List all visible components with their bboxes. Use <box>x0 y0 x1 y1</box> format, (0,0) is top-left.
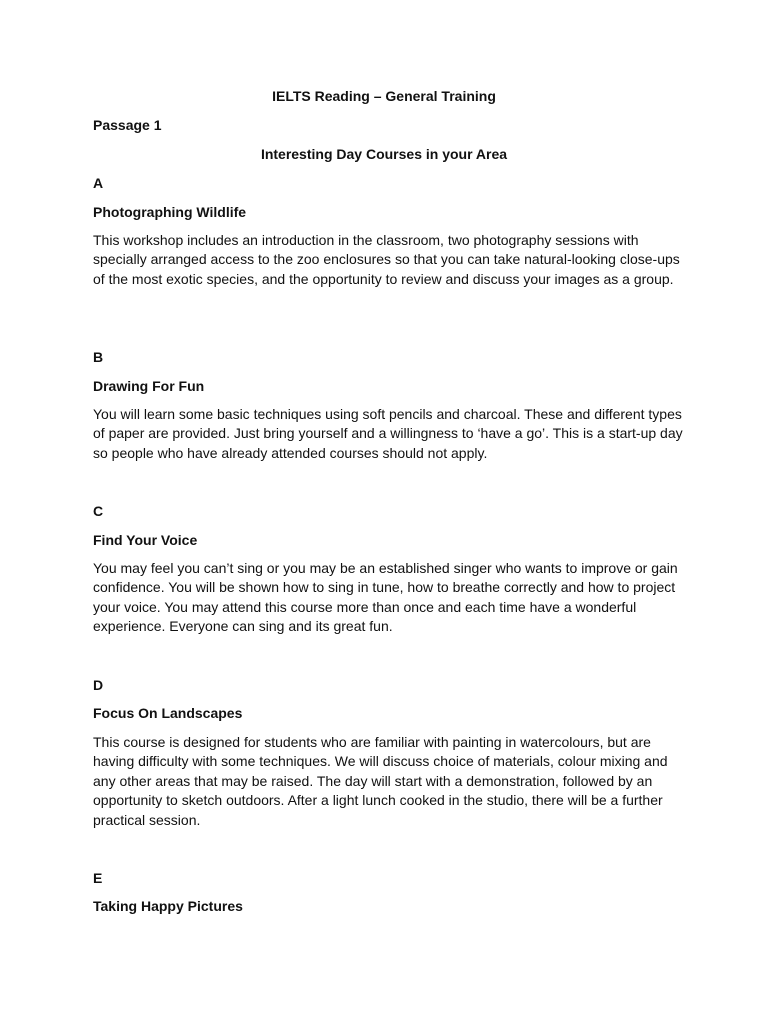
document-title: Interesting Day Courses in your Area <box>260 146 508 162</box>
section-heading: Photographing Wildlife <box>93 204 247 220</box>
section-body: This course is designed for students who are familiar with painting in watercolours, but are having difficulty with some techniques. We will discuss choice of materials, colour mixing and any other areas that may be raised. The day will start with a demonstration, followed by an opportunity to sketch outdoors. After a light lunch cooked in the studio, there will be a further practical session. <box>93 734 668 828</box>
section-letter: D <box>93 677 104 693</box>
section-heading: Taking Happy Pictures <box>93 898 243 914</box>
section-body: You will learn some basic techniques using soft pencils and charcoal. These and different types of paper are provided. Just bring yourself and a willingness to ‘have a go’. This is a start-up day so people who have already attended courses should not apply. <box>93 406 683 461</box>
passage-label: Passage 1 <box>93 117 162 133</box>
section-letter: C <box>93 503 104 519</box>
section-heading: Find Your Voice <box>93 532 198 548</box>
section-heading: Drawing For Fun <box>93 378 205 394</box>
section-heading: Focus On Landscapes <box>93 705 243 721</box>
section-body: You may feel you can’t sing or you may be an established singer who wants to improve or gain confidence. You will be shown how to sing in tune, how to breathe correctly and how to project your voice. You may attend this course more than once and each time have a wonderful experience. Everyone can sing and its great fun. <box>93 560 678 635</box>
document-header: IELTS Reading – General Training <box>272 88 496 104</box>
section-letter: E <box>93 870 103 886</box>
section-letter: A <box>93 175 104 191</box>
section-body: This workshop includes an introduction in the classroom, two photography sessions with specially arranged access to the zoo enclosures so that you can take natural-looking close-ups of the most exotic species, and the opportunity to review and discuss your images as a group. <box>93 232 680 287</box>
section-letter: B <box>93 349 104 365</box>
